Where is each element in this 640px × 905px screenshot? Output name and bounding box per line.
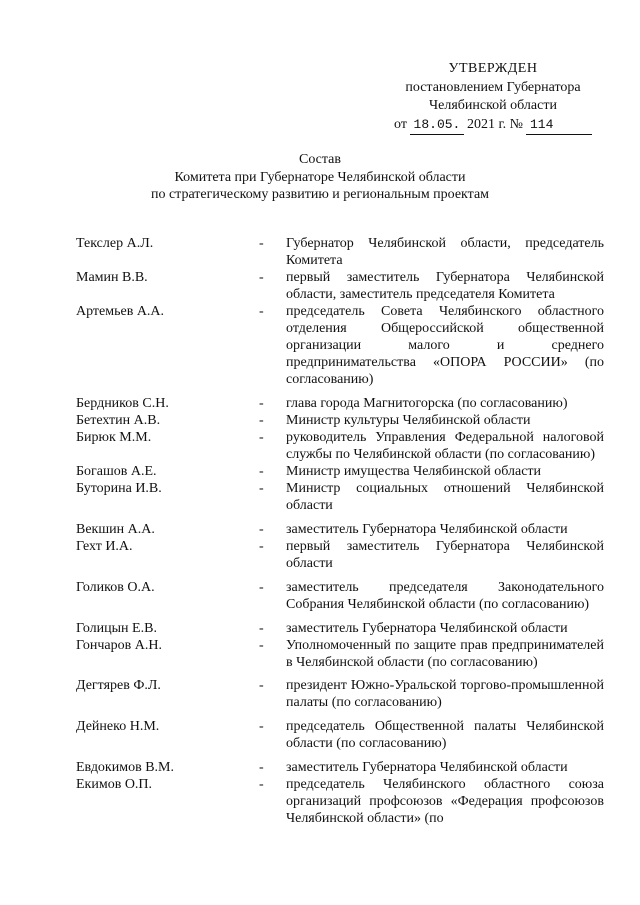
member-description: председатель Общественной палаты Челябинской области (по согласованию) [286, 719, 604, 751]
member-row [0, 637, 640, 671]
member-row [0, 521, 640, 538]
member-row [0, 429, 640, 463]
member-dash: - [259, 304, 264, 319]
member-description: Министр культуры Челябинской области [286, 413, 531, 428]
member-row [0, 480, 640, 514]
year-suffix: 2021 г. № [466, 116, 523, 132]
heading-line-2: Комитета при Губернаторе Челябинской области [174, 169, 466, 185]
approval-number: 114 [526, 116, 592, 136]
member-description: заместитель председателя Законодательного Собрания Челябинской области (по согласованию) [286, 580, 604, 612]
member-description: Уполномоченный по защите прав предпринимателей в Челябинской области (по согласованию) [286, 638, 604, 670]
member-name: Артемьев А.А. [76, 304, 165, 319]
member-row [0, 303, 640, 388]
member-description: Министр имущества Челябинской области [286, 464, 542, 479]
member-row [0, 677, 640, 711]
member-dash: - [259, 777, 264, 792]
member-description: первый заместитель Губернатора Челябинской области [286, 539, 604, 571]
member-dash: - [259, 396, 264, 411]
member-dash: - [259, 236, 264, 251]
member-row [0, 759, 640, 776]
member-dash: - [259, 678, 264, 693]
member-dash: - [259, 464, 264, 479]
member-dash: - [259, 760, 264, 775]
member-row [0, 620, 640, 637]
member-dash: - [259, 621, 264, 636]
member-description: председатель Совета Челябинского областного отделения Общероссийской общественной организации малого и среднего предпринимательства «ОПОРА РОССИИ» (по согласованию) [286, 304, 604, 387]
member-dash: - [259, 539, 264, 554]
member-dash: - [259, 719, 264, 734]
heading-line-1: Состав [298, 152, 341, 167]
date-prefix: от [394, 116, 407, 132]
approval-date-line [388, 116, 598, 136]
member-name: Бердников С.Н. [76, 396, 169, 411]
member-name: Гончаров А.Н. [76, 638, 162, 653]
member-description: заместитель Губернатора Челябинской области [286, 621, 568, 636]
approval-title: УТВЕРЖДЕН [448, 61, 538, 76]
approval-line-1: постановлением Губернатора [405, 79, 581, 95]
member-dash: - [259, 413, 264, 428]
member-description: заместитель Губернатора Челябинской области [286, 522, 568, 537]
member-dash: - [259, 430, 264, 445]
member-row [0, 463, 640, 480]
member-description: руководитель Управления Федеральной налоговой службы по Челябинской области (по согласованию) [286, 430, 604, 462]
member-description: глава города Магнитогорска (по согласованию) [286, 396, 568, 411]
member-name: Богашов А.Е. [76, 464, 157, 479]
member-row [0, 395, 640, 412]
member-row [0, 718, 640, 752]
member-name: Буторина И.В. [76, 481, 162, 496]
member-row [0, 235, 640, 269]
members-list [0, 235, 640, 827]
member-name: Евдокимов В.М. [76, 760, 174, 775]
member-name: Голиков О.А. [76, 580, 155, 595]
member-dash: - [259, 481, 264, 496]
member-name: Дейнеко Н.М. [76, 719, 160, 734]
member-description: председатель Челябинского областного союза организаций профсоюзов «Федерация профсоюзов Челябинской области» (по [286, 777, 604, 826]
approval-block [388, 60, 598, 135]
approval-line-2: Челябинской области [429, 98, 557, 113]
member-description: первый заместитель Губернатора Челябинской области, заместитель председателя Комитета [286, 270, 604, 302]
member-row [0, 538, 640, 572]
member-dash: - [259, 638, 264, 653]
member-name: Текслер А.Л. [76, 236, 154, 251]
member-name: Бирюк М.М. [76, 430, 152, 445]
member-name: Бетехтин А.В. [76, 413, 161, 428]
document-heading [0, 151, 640, 204]
member-dash: - [259, 580, 264, 595]
member-description: президент Южно-Уральской торгово-промышленной палаты (по согласованию) [286, 678, 604, 710]
member-dash: - [259, 270, 264, 285]
member-row [0, 412, 640, 429]
member-name: Гехт И.А. [76, 539, 133, 554]
member-row [0, 776, 640, 827]
member-row [0, 269, 640, 303]
member-description: Министр социальных отношений Челябинской области [286, 481, 604, 513]
member-description: заместитель Губернатора Челябинской области [286, 760, 568, 775]
member-dash: - [259, 522, 264, 537]
member-name: Голицын Е.В. [76, 621, 157, 636]
member-description: Губернатор Челябинской области, председатель Комитета [286, 236, 604, 268]
member-name: Дегтярев Ф.Л. [76, 678, 161, 693]
member-name: Екимов О.П. [76, 777, 153, 792]
member-name: Векшин А.А. [76, 522, 155, 537]
member-row [0, 579, 640, 613]
approval-date: 18.05. [410, 116, 464, 136]
member-name: Мамин В.В. [76, 270, 148, 285]
heading-line-3: по стратегическому развитию и региональным проектам [150, 187, 490, 202]
